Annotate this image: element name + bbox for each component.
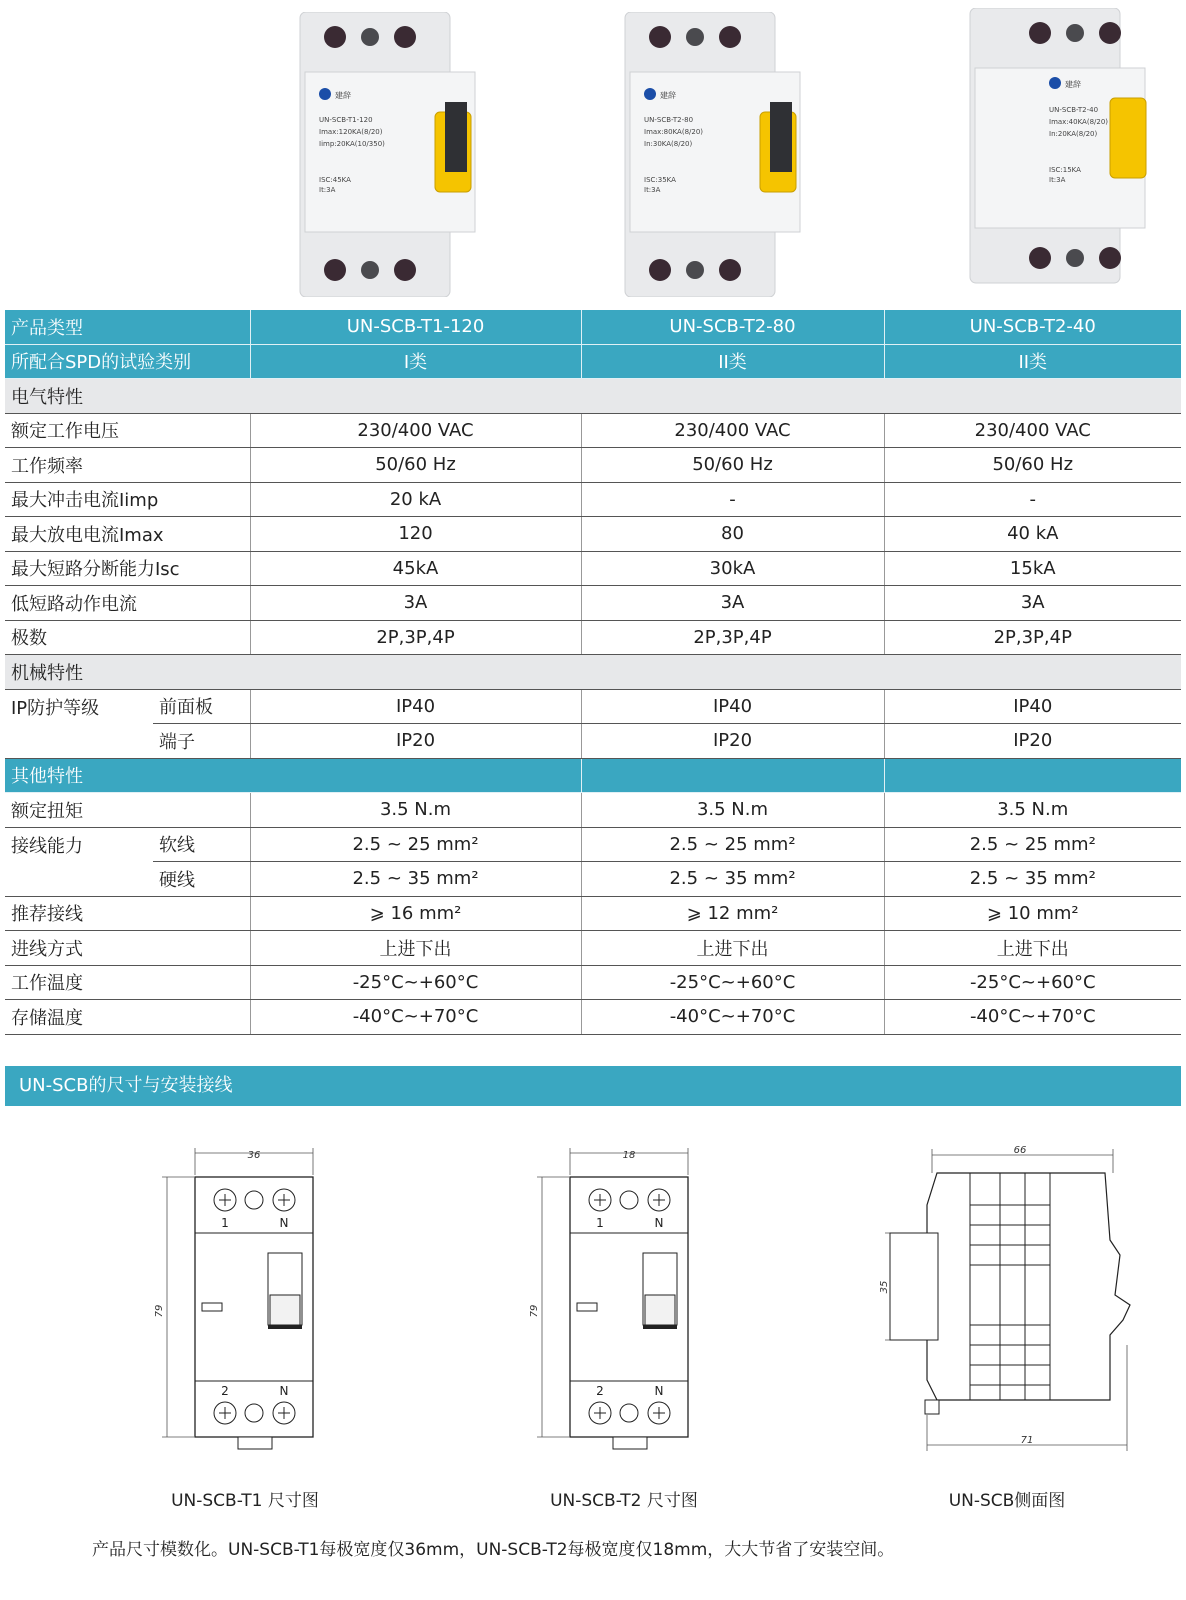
cell: 230/400 VAC	[884, 413, 1181, 448]
table-row	[5, 827, 1181, 862]
cell: 2.5 ~ 35 mm²	[884, 862, 1181, 897]
cell: II类	[581, 344, 884, 379]
row-label: IP防护等级	[11, 697, 100, 719]
row-label: 推荐接线	[5, 896, 250, 931]
cell: ⩾ 10 mm²	[884, 896, 1181, 931]
dim-width: 66	[1013, 1145, 1027, 1156]
model-header: UN-SCB-T2-40	[884, 310, 1181, 344]
table-row	[5, 344, 1181, 379]
product-images	[0, 0, 1186, 305]
cell: -25°C~+60°C	[250, 965, 581, 1000]
row-label: 所配合SPD的试验类别	[5, 344, 250, 379]
cell: 上进下出	[250, 931, 581, 966]
table-row	[5, 517, 1181, 552]
row-sublabel: 软线	[153, 827, 250, 862]
cell: 3A	[250, 586, 581, 621]
table-row	[5, 413, 1181, 448]
product-label-in: In:20KA(8/20)	[1049, 130, 1098, 138]
product-label-it: It:3A	[644, 186, 661, 194]
product-label-imax: Imax:40KA(8/20)	[1049, 118, 1109, 126]
cell: 2.5 ~ 35 mm²	[250, 862, 581, 897]
cell: -25°C~+60°C	[884, 965, 1181, 1000]
caption-side: UN-SCB侧面图	[948, 1491, 1066, 1511]
product-label-model: UN-SCB-T2-80	[644, 116, 694, 124]
product-label-iimp: Iimp:20KA(10/350)	[319, 140, 385, 148]
row-label: 极数	[5, 620, 250, 655]
product-label-it: It:3A	[319, 186, 336, 194]
model-header: UN-SCB-T2-80	[581, 310, 884, 344]
dim-height: 79	[529, 1304, 540, 1318]
terminal-label: N	[654, 1216, 664, 1230]
table-row	[5, 1000, 1181, 1035]
cell: -40°C~+70°C	[581, 1000, 884, 1035]
cell: -	[581, 482, 884, 517]
product-label-isc: ISC:15KA	[1049, 166, 1081, 174]
product-label-it: It:3A	[1049, 176, 1066, 184]
row-label: 进线方式	[5, 931, 250, 966]
cell: 2P,3P,4P	[250, 620, 581, 655]
table-row	[5, 724, 1181, 759]
caption-t1: UN-SCB-T1 尺寸图	[171, 1491, 319, 1511]
table-row	[5, 862, 1181, 897]
cell: 3.5 N.m	[250, 793, 581, 828]
row-sublabel: 硬线	[153, 862, 250, 897]
cell: -40°C~+70°C	[884, 1000, 1181, 1035]
product-image-t2-80	[620, 12, 810, 297]
product-label-model: UN-SCB-T1-120	[319, 116, 373, 124]
cell: II类	[884, 344, 1181, 379]
footer-note: 产品尺寸模数化。UN-SCB-T1每极宽度仅36mm，UN-SCB-T2每极宽度仅18mm，大大节省了安装空间。	[92, 1540, 895, 1560]
row-label: 工作温度	[5, 965, 250, 1000]
terminal-label: 2	[596, 1384, 604, 1398]
cell: 80	[581, 517, 884, 552]
cell: IP40	[581, 689, 884, 724]
dim-width: 36	[247, 1150, 261, 1161]
table-row	[5, 689, 1181, 724]
table-row	[5, 482, 1181, 517]
row-label: 存储温度	[5, 1000, 250, 1035]
drawing-t1-front	[150, 1145, 330, 1465]
cell: 2.5 ~ 25 mm²	[884, 827, 1181, 862]
row-label: 工作频率	[5, 448, 250, 483]
cell: IP20	[250, 724, 581, 759]
table-row	[5, 965, 1181, 1000]
cell: 2.5 ~ 25 mm²	[581, 827, 884, 862]
table-row	[5, 586, 1181, 621]
caption-t2: UN-SCB-T2 尺寸图	[550, 1491, 698, 1511]
product-label-in: In:30KA(8/20)	[644, 140, 693, 148]
terminal-label: 2	[221, 1384, 229, 1398]
table-row	[5, 551, 1181, 586]
product-brand: 建辞	[335, 91, 351, 100]
drawing-side-view	[875, 1145, 1155, 1465]
cell: 3.5 N.m	[884, 793, 1181, 828]
model-header: UN-SCB-T1-120	[250, 310, 581, 344]
dim-bottom: 71	[1020, 1435, 1034, 1446]
cell: -25°C~+60°C	[581, 965, 884, 1000]
cell: 2P,3P,4P	[581, 620, 884, 655]
cell: 上进下出	[884, 931, 1181, 966]
row-label-empty	[5, 724, 153, 759]
row-label: 最大短路分断能力Isc	[5, 551, 250, 586]
terminal-label: 1	[596, 1216, 604, 1230]
dimension-section-header: UN-SCB的尺寸与安装接线	[5, 1066, 1181, 1106]
product-label-imax: Imax:80KA(8/20)	[644, 128, 704, 136]
cell: 50/60 Hz	[581, 448, 884, 483]
row-label: 最大放电电流Imax	[5, 517, 250, 552]
cell: ⩾ 16 mm²	[250, 896, 581, 931]
cell: 20 kA	[250, 482, 581, 517]
terminal-label: N	[279, 1384, 289, 1398]
row-sublabel: 前面板	[153, 689, 250, 724]
cell: 230/400 VAC	[250, 413, 581, 448]
cell: 45kA	[250, 551, 581, 586]
dim-height: 79	[154, 1304, 165, 1318]
terminal-label: N	[654, 1384, 664, 1398]
cell: -	[884, 482, 1181, 517]
cell: IP40	[884, 689, 1181, 724]
cell: -40°C~+70°C	[250, 1000, 581, 1035]
cell: 15kA	[884, 551, 1181, 586]
product-brand: 建辞	[1065, 80, 1081, 89]
row-label: 低短路动作电流	[5, 586, 250, 621]
cell: 40 kA	[884, 517, 1181, 552]
spec-table	[5, 310, 1181, 1035]
cell: 230/400 VAC	[581, 413, 884, 448]
product-image-t1-120	[295, 12, 485, 297]
cell: 3A	[581, 586, 884, 621]
cell: 2.5 ~ 35 mm²	[581, 862, 884, 897]
cell: IP20	[581, 724, 884, 759]
section-blank	[884, 758, 1181, 793]
section-row-electrical	[5, 379, 1181, 414]
section-row-mechanical	[5, 655, 1181, 690]
row-label: 额定扭矩	[5, 793, 250, 828]
cell: IP40	[250, 689, 581, 724]
product-label-isc: ISC:35KA	[644, 176, 676, 184]
row-label: 产品类型	[5, 310, 250, 344]
cell: IP20	[884, 724, 1181, 759]
row-label: 额定工作电压	[5, 413, 250, 448]
product-label-imax: Imax:120KA(8/20)	[319, 128, 383, 136]
cell: 上进下出	[581, 931, 884, 966]
terminal-label: 1	[221, 1216, 229, 1230]
cell: 50/60 Hz	[884, 448, 1181, 483]
table-row	[5, 931, 1181, 966]
table-row	[5, 896, 1181, 931]
product-label-isc: ISC:45KA	[319, 176, 351, 184]
section-label: 电气特性	[5, 379, 1181, 414]
section-label: 其他特性	[5, 758, 581, 793]
cell: 50/60 Hz	[250, 448, 581, 483]
product-brand: 建辞	[660, 91, 676, 100]
terminal-label: N	[279, 1216, 289, 1230]
row-label: 接线能力	[11, 835, 83, 857]
table-row	[5, 620, 1181, 655]
cell: 2P,3P,4P	[884, 620, 1181, 655]
row-label-empty	[5, 862, 153, 897]
drawing-t2-front	[525, 1145, 705, 1465]
product-image-t2-40	[965, 8, 1155, 293]
section-label: 机械特性	[5, 655, 1181, 690]
cell: 3A	[884, 586, 1181, 621]
table-header-row	[5, 310, 1181, 344]
table-row	[5, 793, 1181, 828]
cell: 120	[250, 517, 581, 552]
cell: 3.5 N.m	[581, 793, 884, 828]
section-row-other	[5, 758, 1181, 793]
product-label-model: UN-SCB-T2-40	[1049, 106, 1099, 114]
cell: 30kA	[581, 551, 884, 586]
row-label: 最大冲击电流Iimp	[5, 482, 250, 517]
dim-rail: 35	[879, 1280, 890, 1294]
section-blank	[581, 758, 884, 793]
dim-width: 18	[622, 1150, 636, 1161]
cell: ⩾ 12 mm²	[581, 896, 884, 931]
cell: I类	[250, 344, 581, 379]
table-row	[5, 448, 1181, 483]
cell: 2.5 ~ 25 mm²	[250, 827, 581, 862]
row-sublabel: 端子	[153, 724, 250, 759]
